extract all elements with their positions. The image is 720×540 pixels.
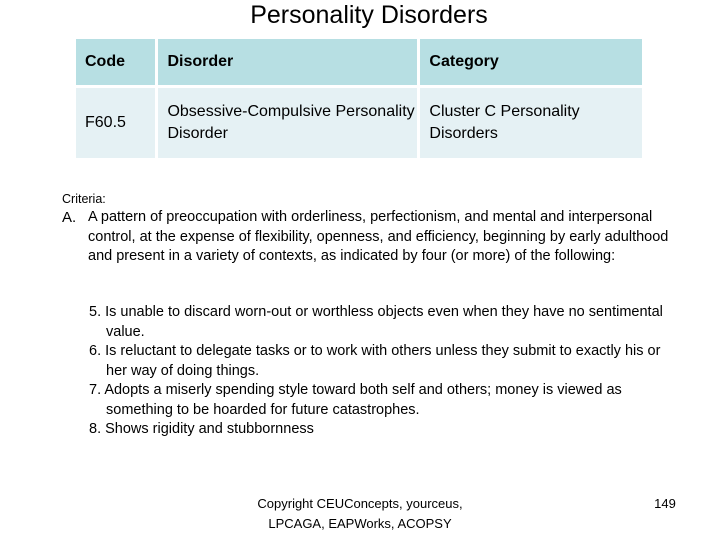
header-cell-disorder: Disorder: [158, 39, 420, 88]
list-item: 8. Shows rigidity and stubbornness: [89, 421, 314, 437]
header-cell-category: Category: [420, 39, 642, 88]
criterion-a-text: A pattern of preoccupation with orderliness, perfectionism, and mental and interpersonal control, at the expense of flexibility, openness, and efficiency, beginning by early adulthood and present in a variety of contexts, as indicated by four (or more) of the following:: [88, 209, 669, 264]
cell-disorder: Obsessive-Compulsive Personality Disorder: [158, 88, 420, 158]
table-header-row: [76, 39, 642, 88]
slide-title: Personality Disorders: [250, 1, 488, 29]
cell-code: F60.5: [76, 88, 158, 158]
criterion-a-letter: A.: [62, 209, 77, 226]
table-row: [76, 88, 642, 158]
criterion-a: [62, 208, 672, 267]
criteria-items-list: [89, 303, 679, 440]
list-item: 5. Is unable to discard worn-out or worthless objects even when they have no sentimental value.: [89, 304, 663, 340]
list-item: 7. Adopts a miserly spending style toward both self and others; money is viewed as something to be hoarded for future catastrophes.: [89, 382, 622, 418]
cell-category: Cluster C Personality Disorders: [420, 88, 642, 158]
page-number: 149: [654, 496, 676, 511]
list-item: 6. Is reluctant to delegate tasks or to work with others unless they submit to exactly his or her way of doing things.: [89, 343, 661, 379]
diagnosis-table: [76, 39, 642, 158]
copyright-footer: Copyright CEUConcepts, yourceus, LPCAGA, EAPWorks, ACOPSY: [257, 496, 463, 531]
header-cell-code: Code: [76, 39, 158, 88]
criteria-label: Criteria:: [62, 192, 106, 206]
